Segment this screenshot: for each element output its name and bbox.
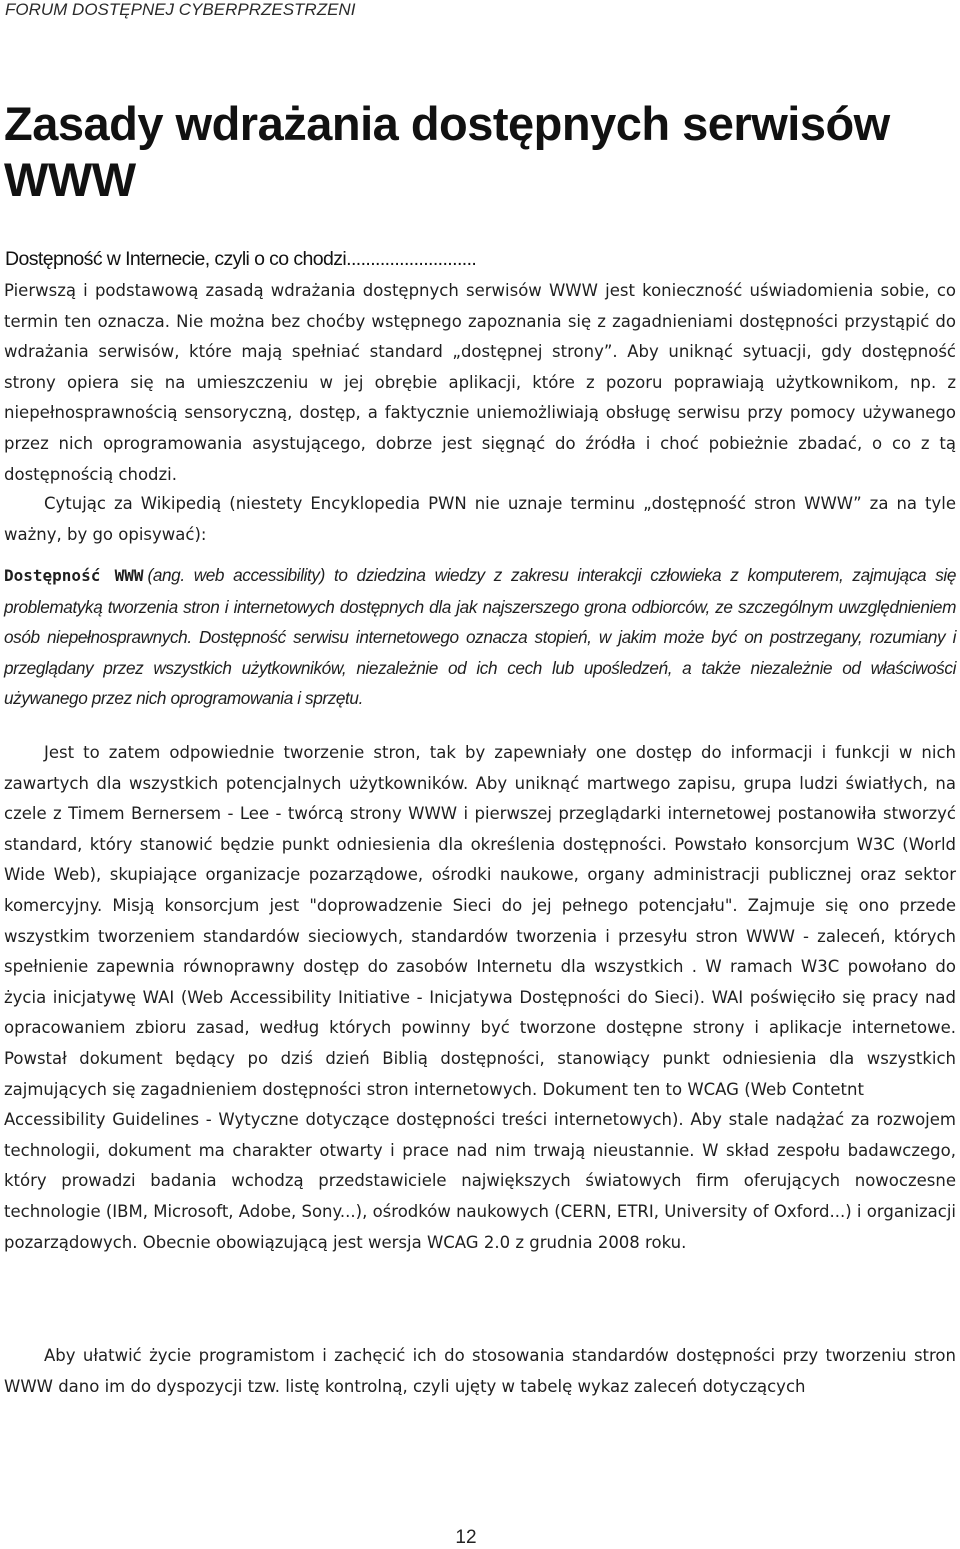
paragraph-w3c [4,738,956,1258]
definition-block [4,560,956,714]
paragraph-text: Jest to zatem odpowiednie tworzenie stron, tak by zapewniały one dostęp do informacji i funkcji w nich zawartych dla wszystkich potencjalnych użytkowników. Aby uniknąć martwego zapisu, grupa ludzi światłych, na czele z Timem Bernersem - Lee - twórcą strony WWW i pierwszej przeglądarki internetowej postanowiła stworzyć standard, który stanowić będzie punkt odniesienia dla określenia dostępności. Powstało konsorcjum W3C (World Wide Web), skupiające organizacje pozarządowe, ośrodki naukowe, organy administracji publicznej oraz sektor komercyjny. Misją konsorcjum jest "doprowadzenie Sieci do jej pełnego potencjału". Zajmuje się ono przede wszystkim tworzeniem standardów sieciowych, standardów tworzenia i przesyłu stron WWW - zaleceń, których spełnienie zapewnia równoprawny dostęp do zasobów Internetu dla wszystkich . W ramach W3C powołano do życia inicjatywę WAI (Web Accessibility Initiative - Inicjatywa Dostępności do Sieci). WAI poświęciło się pracy nad opracowaniem zbioru zasad, według których powinny być tworzone dostępne strony i aplikacje internetowe. Powstał dokument będący po dziś dzień Biblią dostępności, stanowiący punkt odniesienia dla wszystkich zajmujących się zagadnieniem dostępności stron internetowych. Dokument ten to WCAG (Web Contetnt [4,743,956,1099]
section-subheading: Dostępność w Internecie, czyli o co chodzi........................... [5,248,477,270]
running-header: FORUM DOSTĘPNEJ CYBERPRZESTRZENI [5,0,356,19]
definition-term: Dostępność WWW [4,566,144,585]
page-number: 12 [455,1527,477,1548]
paragraph-wikipedia-citation [4,489,956,550]
paragraph-intro [4,276,956,490]
paragraph-text: Cytując za Wikipedią (niestety Encyklopedia PWN nie uznaje terminu „dostępność stron WWW” za na tyle ważny, by go opisywać): [4,494,956,544]
paragraph-text: Pierwszą i podstawową zasadą wdrażania dostępnych serwisów WWW jest konieczność uświadomienia sobie, co termin ten oznacza. Nie można bez choćby wstępnego zapoznania się z zagadnieniami dostępności przystąpić do wdrażania serwisów, które mają spełniać standard „dostępnej strony”. Aby uniknąć sytuacji, gdy dostępność strony opiera się na umieszczeniu w jej obrębie aplikacji, które z pozoru poprawiają użytkownikom, np. z niepełnosprawnością sensoryczną, dostęp, a faktycznie uniemożliwiają obsługę serwisu przy pomocy używanego przez nich oprogramowania asystującego, dobrze jest sięgnąć do źródła i choć pobieżnie zbadać, o co z tą dostępnością chodzi. [4,281,956,484]
paragraph-checklist [4,1341,956,1402]
definition-text: (ang. web accessibility) to dziedzina wiedzy z zakresu interakcji człowieka z komputerem, zajmująca się problematyką tworzenia stron i internetowych dostępnych dla jak najszerszego grona odbiorców, ze szczególnym uwzględnieniem osób niepełnosprawnych. Dostępność serwisu internetowego oznacza stopień, w jakim może być on postrzegany, rozumiany i przeglądany przez wszystkich użytkowników, niezależnie od ich cech lub upośledzeń, a także niezależnie od właściwości używanego przez nich oprogramowania i sprzętu. [4,565,956,708]
page-title: Zasady wdrażania dostępnych serwisów WWW [4,97,890,206]
paragraph-text-continued: Accessibility Guidelines - Wytyczne dotyczące dostępności treści internetowych). Aby stale nadążać za rozwojem technologii, dokument ma charakter otwarty i prace nad nim trwają nieustannie. W skład zespołu badawczego, który prowadzi badania wchodzą przedstawiciele największych światowych firm oferujących nowoczesne technologie (IBM, Microsoft, Adobe, Sony...), ośrodków naukowych (CERN, ETRI, University of Oxford...) i organizacji pozarządowych. Obecnie obowiązującą jest wersja WCAG 2.0 z grudnia 2008 roku. [4,1110,956,1252]
paragraph-text: Aby ułatwić życie programistom i zachęcić ich do stosowania standardów dostępności przy tworzeniu stron WWW dano im do dyspozycji tzw. listę kontrolną, czyli ujęty w tabelę wykaz zaleceń dotyczących [4,1346,956,1396]
definition-paragraph [4,560,956,714]
